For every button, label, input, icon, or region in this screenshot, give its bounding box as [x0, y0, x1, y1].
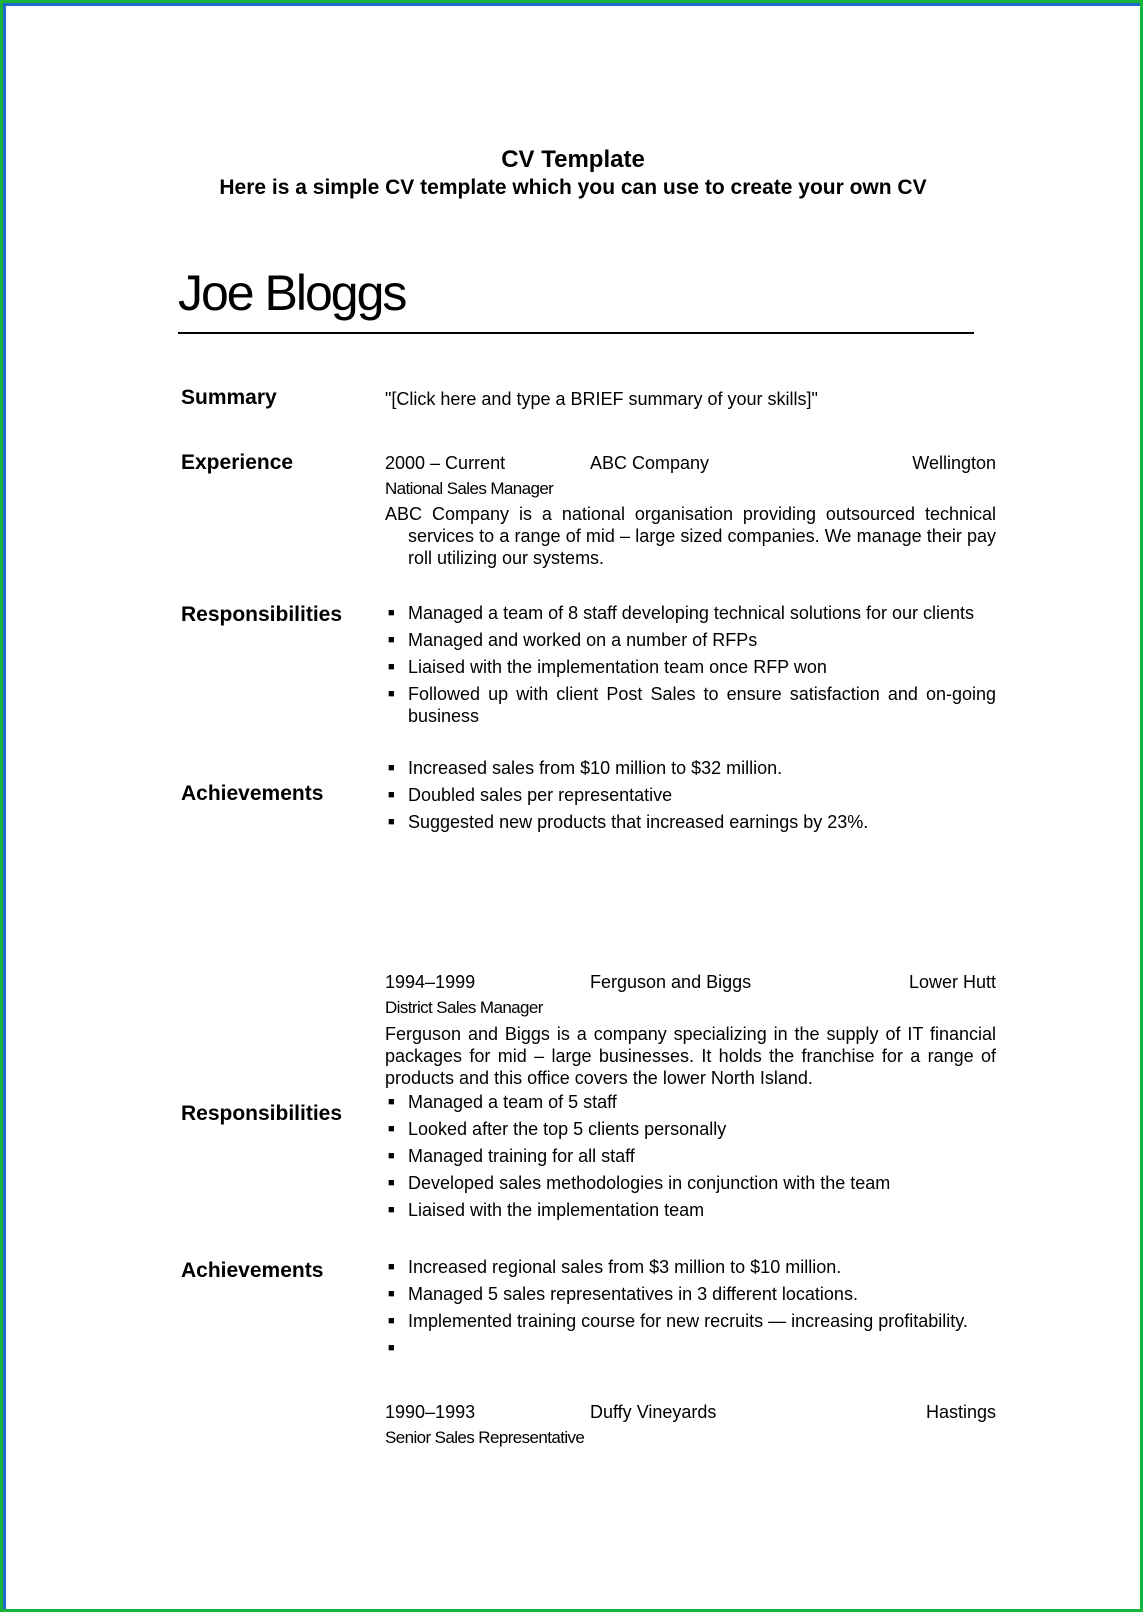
bullet-icon: ■ [388, 789, 395, 801]
bullet-icon: ■ [388, 762, 395, 774]
achievements-list [385, 757, 996, 833]
list-item: ■ Developed sales methodologies in conjunction with the team [388, 1173, 891, 1193]
candidate-name: Joe Bloggs [178, 265, 406, 321]
list-item: ■ Looked after the top 5 clients personally [388, 1119, 727, 1139]
achievements-heading: Achievements [181, 1259, 324, 1282]
responsibilities-heading: Responsibilities [181, 603, 343, 626]
list-item: ■ Suggested new products that increased earnings by 23%. [388, 812, 869, 832]
list-item: ■ Implemented training course for new recruits — increasing profitability. [388, 1311, 968, 1331]
job-dates: 1990–1993 [385, 1402, 476, 1422]
job-description-line: ABC Company is a national organisation providing outsourced technical [385, 504, 996, 524]
job-location: Lower Hutt [908, 972, 996, 992]
list-item: ■ Managed a team of 5 staff [388, 1092, 617, 1112]
bullet-icon: ■ [388, 1123, 395, 1135]
list-item: ■ Liaised with the implementation team [388, 1200, 705, 1220]
document-page [6, 6, 1140, 1609]
list-item: ■ Managed training for all staff [388, 1146, 635, 1166]
page-title: CV Template [501, 146, 645, 173]
page-subtitle: Here is a simple CV template which you can use to create your own CV [219, 176, 927, 199]
list-item: ■ Increased regional sales from $3 million to $10 million. [388, 1257, 842, 1277]
list-item: ■ Liaised with the implementation team once RFP won [388, 657, 827, 677]
job-role: Senior Sales Representative [385, 1428, 585, 1447]
bullet-icon: ■ [388, 1288, 395, 1300]
job-role: District Sales Manager [385, 998, 543, 1017]
job-company: Ferguson and Biggs [590, 972, 752, 992]
bullet-icon: ■ [388, 661, 395, 673]
achievements-list [385, 1256, 996, 1359]
bullet-icon: ■ [388, 688, 395, 700]
achievements-heading: Achievements [181, 782, 324, 805]
list-item: ■ Increased sales from $10 million to $32 million. [388, 758, 783, 778]
job-role: National Sales Manager [385, 479, 554, 498]
bullet-icon: ■ [388, 634, 395, 646]
bullet-icon: ■ [388, 607, 395, 619]
job-description: Ferguson and Biggs is a company specializing in the supply of IT financial packages for mid – large businesses. It holds the franchise for a range of products and this office covers the lower North Island. [385, 1024, 996, 1088]
bullet-icon: ■ [388, 1342, 395, 1354]
job-company: ABC Company [590, 453, 710, 473]
job-location: Wellington [912, 453, 996, 473]
list-item: ■ Managed a team of 8 staff developing technical solutions for our clients [388, 603, 975, 623]
list-item [385, 1337, 996, 1359]
responsibilities-list [385, 1091, 996, 1221]
responsibilities-list [385, 602, 996, 727]
job-location: Hastings [925, 1402, 996, 1422]
job-dates: 2000 – Current [385, 453, 506, 473]
job-description [385, 503, 996, 569]
list-item: ■ Followed up with client Post Sales to ensure satisfaction and on-going business [388, 684, 996, 726]
summary-heading: Summary [181, 386, 277, 409]
bullet-icon: ■ [388, 1315, 395, 1327]
bullet-icon: ■ [388, 1204, 395, 1216]
name-divider [178, 332, 974, 334]
job-dates: 1994–1999 [385, 972, 476, 992]
job-description-rest: services to a range of mid – large sized companies. We manage their pay roll utilizing our systems. [408, 526, 996, 568]
list-item: ■ Managed and worked on a number of RFPs [388, 630, 758, 650]
experience-heading: Experience [181, 451, 294, 474]
responsibilities-heading: Responsibilities [181, 1102, 343, 1125]
list-item: ■ Managed 5 sales representatives in 3 different locations. [388, 1284, 858, 1304]
bullet-icon: ■ [388, 1150, 395, 1162]
bullet-icon: ■ [388, 1261, 395, 1273]
summary-text[interactable]: "[Click here and type a BRIEF summary of your skills]" [385, 389, 818, 409]
bullet-icon: ■ [388, 1177, 395, 1189]
bullet-icon: ■ [388, 1096, 395, 1108]
bullet-icon: ■ [388, 816, 395, 828]
job-company: Duffy Vineyards [590, 1402, 717, 1422]
list-item: ■ Doubled sales per representative [388, 785, 673, 805]
